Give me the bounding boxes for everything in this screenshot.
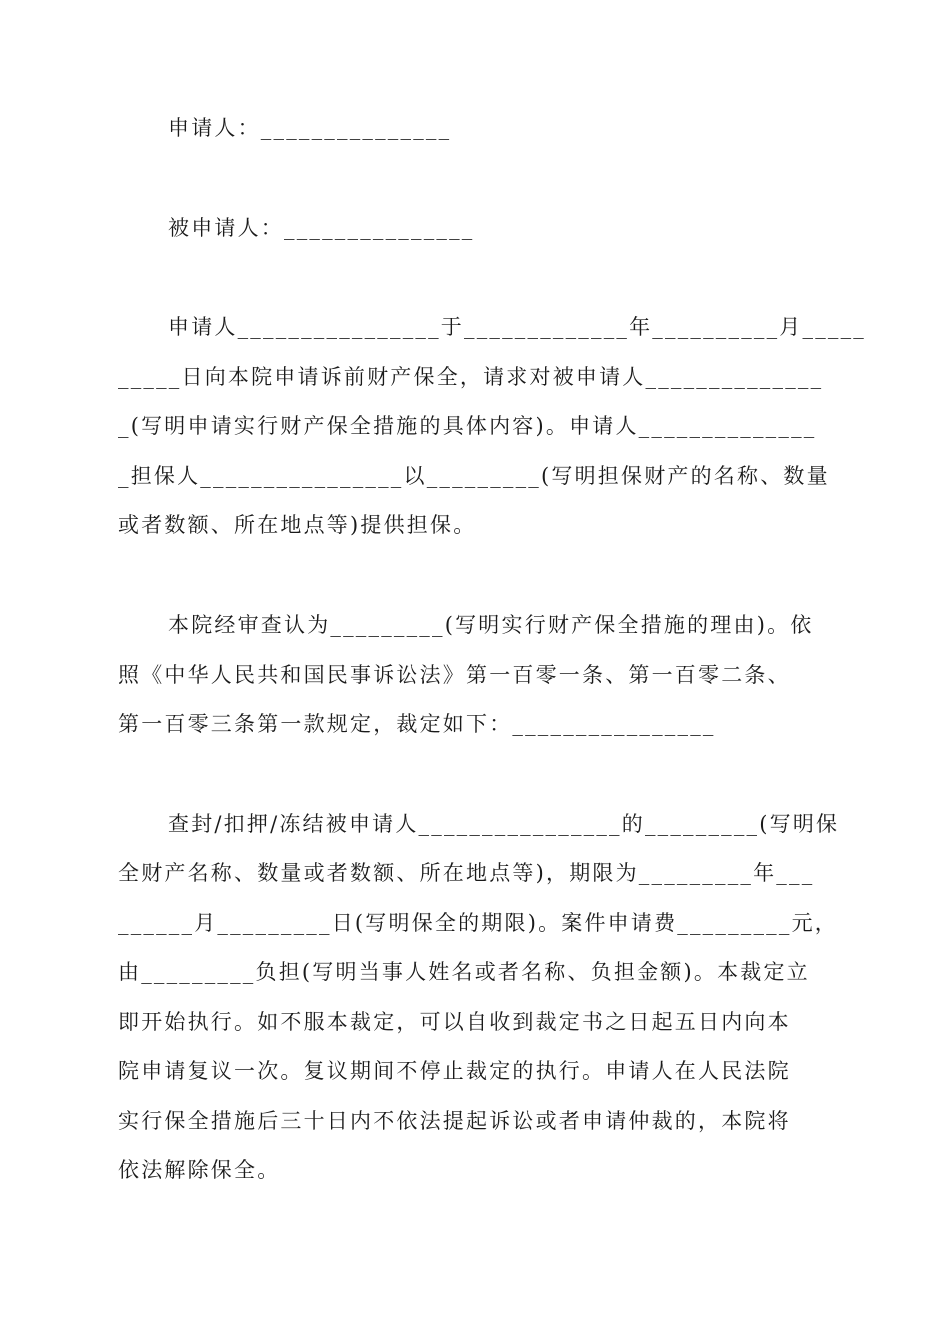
paragraph-line: 查封/扣押/冻结被申请人________________的_________(写明保 — [168, 812, 840, 836]
paragraph-line: 全财产名称、数量或者数额、所在地点等)，期限为_________年___ — [118, 861, 815, 885]
paragraph-line: 本院经审查认为_________(写明实行财产保全措施的理由)。依 — [168, 613, 814, 637]
paragraph-line: 即开始执行。如不服本裁定，可以自收到裁定书之日起五日内向本 — [118, 1010, 791, 1034]
paragraph-line: _担保人________________以_________(写明担保财产的名称、数量 — [118, 464, 830, 488]
paragraph-line: 院申请复议一次。复议期间不停止裁定的执行。申请人在人民法院 — [118, 1059, 791, 1083]
paragraph-line: 由_________负担(写明当事人姓名或者名称、负担金额)。本裁定立 — [118, 960, 810, 984]
paragraph-line: _____日向本院申请诉前财产保全，请求对被申请人______________ — [118, 365, 824, 389]
applicant-line: 申请人：_______________ — [168, 116, 452, 140]
paragraph-line: 申请人________________于_____________年__________月_____ — [168, 315, 866, 339]
paragraph-line: ______月_________日(写明保全的期限)。案件申请费_________元， — [118, 911, 838, 935]
paragraph-line: 依法解除保全。 — [118, 1158, 281, 1182]
paragraph-line: 第一百零三条第一款规定，裁定如下：________________ — [118, 712, 716, 736]
paragraph-line: 实行保全措施后三十日内不依法提起诉讼或者申请仲裁的，本院将 — [118, 1109, 791, 1133]
paragraph-line: 或者数额、所在地点等)提供担保。 — [118, 513, 477, 537]
respondent-line: 被申请人：_______________ — [168, 216, 475, 240]
paragraph-line: 照《中华人民共和国民事诉讼法》第一百零一条、第一百零二条、 — [118, 663, 791, 687]
paragraph-line: _(写明申请实行财产保全措施的具体内容)。申请人______________ — [118, 414, 817, 438]
